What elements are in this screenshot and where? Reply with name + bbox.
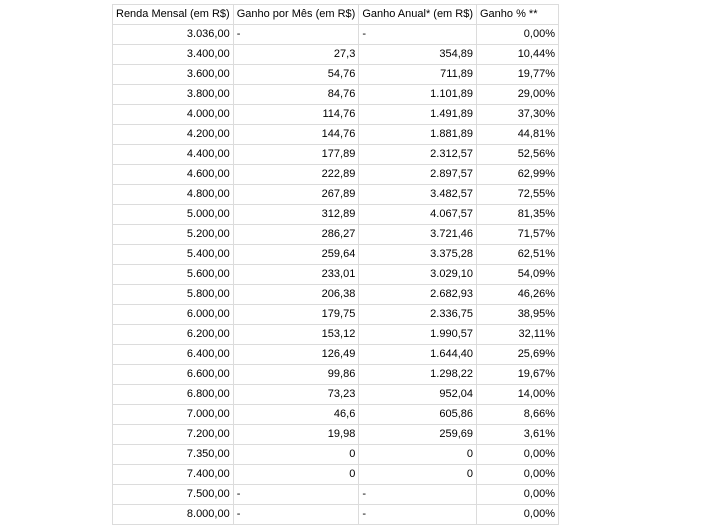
- cell-ganho-por-mes[interactable]: 267,89: [233, 185, 359, 205]
- cell-ganho-anual[interactable]: 2.312,57: [359, 145, 477, 165]
- cell-ganho-anual[interactable]: 605,86: [359, 405, 477, 425]
- cell-ganho-por-mes[interactable]: 19,98: [233, 425, 359, 445]
- cell-ganho-anual[interactable]: 711,89: [359, 65, 477, 85]
- spreadsheet-body: [113, 5, 559, 525]
- table-row: [113, 125, 559, 145]
- table-row: [113, 205, 559, 225]
- cell-ganho-percent[interactable]: 46,26%: [477, 285, 559, 305]
- cell-renda-mensal[interactable]: 3.400,00: [113, 45, 234, 65]
- cell-ganho-percent[interactable]: 71,57%: [477, 225, 559, 245]
- cell-ganho-percent[interactable]: 44,81%: [477, 125, 559, 145]
- cell-ganho-anual[interactable]: 3.375,28: [359, 245, 477, 265]
- table-row: [113, 65, 559, 85]
- cell-ganho-percent[interactable]: 32,11%: [477, 325, 559, 345]
- cell-ganho-anual[interactable]: 1.298,22: [359, 365, 477, 385]
- cell-ganho-percent[interactable]: 0,00%: [477, 505, 559, 525]
- cell-ganho-percent[interactable]: 81,35%: [477, 205, 559, 225]
- table-row: [113, 225, 559, 245]
- cell-ganho-por-mes[interactable]: 206,38: [233, 285, 359, 305]
- cell-ganho-anual[interactable]: 952,04: [359, 385, 477, 405]
- cell-renda-mensal[interactable]: 6.200,00: [113, 325, 234, 345]
- table-row: [113, 445, 559, 465]
- cell-ganho-anual[interactable]: 3.029,10: [359, 265, 477, 285]
- cell-renda-mensal[interactable]: 5.200,00: [113, 225, 234, 245]
- cell-ganho-por-mes[interactable]: 177,89: [233, 145, 359, 165]
- cell-ganho-anual[interactable]: 1.491,89: [359, 105, 477, 125]
- cell-ganho-anual[interactable]: 3.482,57: [359, 185, 477, 205]
- cell-ganho-por-mes[interactable]: 0: [233, 445, 359, 465]
- table-row: [113, 405, 559, 425]
- cell-renda-mensal[interactable]: 3.600,00: [113, 65, 234, 85]
- cell-ganho-anual[interactable]: 0: [359, 465, 477, 485]
- cell-ganho-anual[interactable]: 354,89: [359, 45, 477, 65]
- cell-renda-mensal[interactable]: 5.000,00: [113, 205, 234, 225]
- cell-ganho-percent[interactable]: 14,00%: [477, 385, 559, 405]
- cell-ganho-anual[interactable]: 1.990,57: [359, 325, 477, 345]
- spreadsheet-table: [112, 4, 559, 525]
- cell-ganho-percent[interactable]: 38,95%: [477, 305, 559, 325]
- cell-ganho-percent[interactable]: 62,51%: [477, 245, 559, 265]
- table-row: [113, 85, 559, 105]
- cell-renda-mensal[interactable]: 7.500,00: [113, 485, 234, 505]
- cell-ganho-percent[interactable]: 29,00%: [477, 85, 559, 105]
- cell-ganho-percent[interactable]: 25,69%: [477, 345, 559, 365]
- table-row: [113, 345, 559, 365]
- cell-ganho-por-mes[interactable]: 286,27: [233, 225, 359, 245]
- table-row: [113, 505, 559, 525]
- table-row: [113, 325, 559, 345]
- cell-ganho-percent[interactable]: 19,67%: [477, 365, 559, 385]
- table-row: [113, 485, 559, 505]
- table-row: [113, 265, 559, 285]
- cell-ganho-anual[interactable]: 1.644,40: [359, 345, 477, 365]
- cell-renda-mensal[interactable]: 8.000,00: [113, 505, 234, 525]
- table-row: [113, 465, 559, 485]
- cell-ganho-por-mes[interactable]: 126,49: [233, 345, 359, 365]
- table-row: [113, 385, 559, 405]
- header-cell-renda-mensal[interactable]: Renda Mensal (em R$): [113, 5, 234, 25]
- cell-renda-mensal[interactable]: 6.000,00: [113, 305, 234, 325]
- cell-renda-mensal[interactable]: 6.600,00: [113, 365, 234, 385]
- cell-ganho-por-mes[interactable]: 233,01: [233, 265, 359, 285]
- cell-ganho-percent[interactable]: 62,99%: [477, 165, 559, 185]
- cell-renda-mensal[interactable]: 4.000,00: [113, 105, 234, 125]
- cell-ganho-anual[interactable]: -: [359, 25, 477, 45]
- cell-renda-mensal[interactable]: 6.800,00: [113, 385, 234, 405]
- cell-renda-mensal[interactable]: 7.000,00: [113, 405, 234, 425]
- table-row: [113, 45, 559, 65]
- cell-ganho-por-mes[interactable]: 153,12: [233, 325, 359, 345]
- cell-ganho-por-mes[interactable]: 179,75: [233, 305, 359, 325]
- cell-ganho-por-mes[interactable]: 84,76: [233, 85, 359, 105]
- cell-renda-mensal[interactable]: 3.800,00: [113, 85, 234, 105]
- cell-ganho-por-mes[interactable]: 0: [233, 465, 359, 485]
- cell-ganho-por-mes[interactable]: 73,23: [233, 385, 359, 405]
- table-row: [113, 285, 559, 305]
- table-row: [113, 365, 559, 385]
- cell-renda-mensal[interactable]: 5.400,00: [113, 245, 234, 265]
- cell-ganho-por-mes[interactable]: 99,86: [233, 365, 359, 385]
- table-row: [113, 305, 559, 325]
- cell-renda-mensal[interactable]: 5.800,00: [113, 285, 234, 305]
- cell-ganho-anual[interactable]: 4.067,57: [359, 205, 477, 225]
- cell-ganho-por-mes[interactable]: 54,76: [233, 65, 359, 85]
- header-row: [113, 5, 559, 25]
- cell-ganho-percent[interactable]: 72,55%: [477, 185, 559, 205]
- cell-renda-mensal[interactable]: 5.600,00: [113, 265, 234, 285]
- cell-ganho-percent[interactable]: 0,00%: [477, 445, 559, 465]
- table-row: [113, 185, 559, 205]
- cell-ganho-percent[interactable]: 0,00%: [477, 25, 559, 45]
- cell-renda-mensal[interactable]: 4.600,00: [113, 165, 234, 185]
- cell-ganho-por-mes[interactable]: 27,3: [233, 45, 359, 65]
- table-row: [113, 165, 559, 185]
- cell-ganho-anual[interactable]: -: [359, 505, 477, 525]
- table-row: [113, 245, 559, 265]
- cell-ganho-por-mes[interactable]: 312,89: [233, 205, 359, 225]
- cell-renda-mensal[interactable]: 7.350,00: [113, 445, 234, 465]
- header-cell-ganho-por-mes[interactable]: Ganho por Mês (em R$): [233, 5, 359, 25]
- cell-renda-mensal[interactable]: 4.200,00: [113, 125, 234, 145]
- cell-ganho-anual[interactable]: 2.682,93: [359, 285, 477, 305]
- cell-ganho-percent[interactable]: 3,61%: [477, 425, 559, 445]
- cell-ganho-por-mes[interactable]: -: [233, 25, 359, 45]
- cell-ganho-percent[interactable]: 10,44%: [477, 45, 559, 65]
- cell-renda-mensal[interactable]: 7.400,00: [113, 465, 234, 485]
- cell-ganho-por-mes[interactable]: -: [233, 505, 359, 525]
- cell-ganho-percent[interactable]: 19,77%: [477, 65, 559, 85]
- table-row: [113, 25, 559, 45]
- cell-ganho-por-mes[interactable]: 46,6: [233, 405, 359, 425]
- header-cell-ganho-anual[interactable]: Ganho Anual* (em R$): [359, 5, 477, 25]
- cell-ganho-percent[interactable]: 52,56%: [477, 145, 559, 165]
- cell-ganho-por-mes[interactable]: -: [233, 485, 359, 505]
- cell-ganho-anual[interactable]: 2.336,75: [359, 305, 477, 325]
- cell-ganho-anual[interactable]: 1.881,89: [359, 125, 477, 145]
- cell-ganho-anual[interactable]: 3.721,46: [359, 225, 477, 245]
- table-row: [113, 425, 559, 445]
- cell-ganho-anual[interactable]: 259,69: [359, 425, 477, 445]
- cell-ganho-anual[interactable]: 0: [359, 445, 477, 465]
- table-row: [113, 105, 559, 125]
- cell-renda-mensal[interactable]: 7.200,00: [113, 425, 234, 445]
- cell-renda-mensal[interactable]: 4.800,00: [113, 185, 234, 205]
- cell-ganho-por-mes[interactable]: 144,76: [233, 125, 359, 145]
- cell-ganho-percent[interactable]: 8,66%: [477, 405, 559, 425]
- cell-renda-mensal[interactable]: 6.400,00: [113, 345, 234, 365]
- cell-ganho-por-mes[interactable]: 114,76: [233, 105, 359, 125]
- cell-ganho-por-mes[interactable]: 222,89: [233, 165, 359, 185]
- table-row: [113, 145, 559, 165]
- header-cell-ganho-percent[interactable]: Ganho % **: [477, 5, 559, 25]
- cell-renda-mensal[interactable]: 4.400,00: [113, 145, 234, 165]
- cell-ganho-percent[interactable]: 0,00%: [477, 485, 559, 505]
- cell-ganho-percent[interactable]: 54,09%: [477, 265, 559, 285]
- cell-ganho-percent[interactable]: 37,30%: [477, 105, 559, 125]
- cell-ganho-por-mes[interactable]: 259,64: [233, 245, 359, 265]
- cell-ganho-anual[interactable]: 2.897,57: [359, 165, 477, 185]
- cell-ganho-percent[interactable]: 0,00%: [477, 465, 559, 485]
- cell-ganho-anual[interactable]: -: [359, 485, 477, 505]
- cell-ganho-anual[interactable]: 1.101,89: [359, 85, 477, 105]
- cell-renda-mensal[interactable]: 3.036,00: [113, 25, 234, 45]
